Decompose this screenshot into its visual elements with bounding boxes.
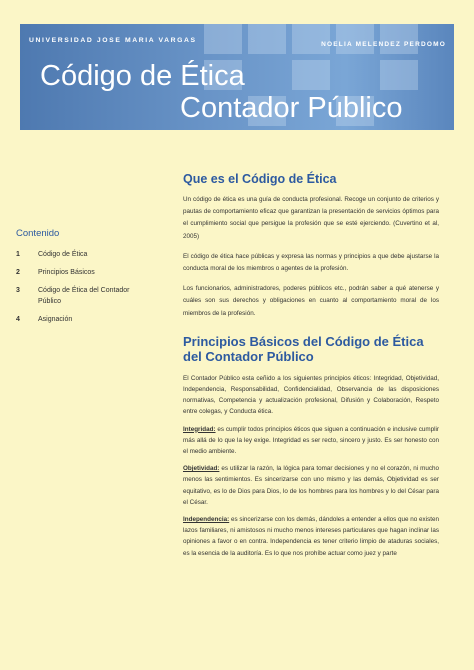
toc-item[interactable]: [16, 267, 136, 278]
section-heading: Que es el Código de Ética: [183, 172, 337, 186]
header-banner: [20, 24, 454, 130]
toc-number: 2: [16, 269, 20, 276]
paragraph: Los funcionarios, administradores, poderes públicos etc., podrán saber a qué atenerse y cuáles son sus derechos y obligaciones en cuanto al comportamiento moral de los miembros de la profesión.: [183, 285, 439, 317]
table-of-contents: [16, 228, 136, 332]
toc-label: Asignación: [38, 316, 73, 323]
principle-objetividad: [183, 463, 439, 508]
document-title-line2: Contador Público: [180, 92, 403, 124]
toc-item[interactable]: [16, 249, 136, 260]
document-title-line1: Código de Ética: [40, 60, 245, 92]
principle-independencia: [183, 514, 439, 559]
principle-term: Integridad:: [183, 425, 216, 433]
toc-number: 4: [16, 316, 20, 323]
principle-integridad: [183, 424, 439, 458]
toc-number: 3: [16, 287, 20, 294]
principle-text: es sincerizarse con los demás, dándoles a entender a ellos que no existen lazos familiares, ni amistosos ni mucho menos intereses particulares que hagan inclinar las opiniones a favor o en contra. Independencia es tener criterio limpio de ataduras sociales, es la esencia de la auditoría. Es lo que nos prohíbe actuar como juez y parte: [183, 516, 439, 557]
principle-term: Independencia:: [183, 516, 230, 524]
author-name: NOELIA MELENDEZ PERDOMO: [321, 41, 446, 48]
principle-term: Objetividad:: [183, 465, 220, 473]
paragraph: El Contador Público esta ceñido a los siguientes principios éticos: Integridad, Objetividad, Independencia, Responsabilidad, Confidencialidad, Observancia de las disposiciones normativas, Competencia y actualización profesional, Difusión y Colaboración, Respeto entre colegas, y Conducta ética.: [183, 374, 439, 416]
principle-text: es cumplir todos principios éticos que siguen a continuación e inclusive cumplir más allá de lo que la ley exige. Integridad es ser recto, sincero y justo. Es ser honesto con el medio ambiente.: [183, 425, 439, 456]
toc-label: Código de Ética: [38, 251, 88, 258]
toc-label: Código de Ética del Contador Público: [38, 287, 130, 305]
university-name: UNIVERSIDAD JOSE MARIA VARGAS: [29, 37, 197, 44]
section-heading: Principios Básicos del Código de Ética del Contador Público: [183, 333, 424, 364]
toc-number: 1: [16, 251, 20, 258]
toc-item[interactable]: [16, 314, 136, 325]
toc-title: Contenido: [16, 228, 60, 239]
paragraph: Un código de ética es una guía de conducta profesional. Recoge un conjunto de criterios y pautas de comportamiento eficaz que garantizan la presentación de servicios óptimos para el cumplimiento social que persigue la profesión que se esté ejerciendo. (Cuvertino et al, 2005): [183, 196, 439, 240]
main-content: [183, 172, 439, 565]
toc-label: Principios Básicos: [38, 269, 95, 276]
paragraph: El código de ética hace públicas y expresa las normas y principios a que debe ajustarse la conducta moral de los miembros o agentes de la profesión.: [183, 252, 439, 273]
principle-text: es utilizar la razón, la lógica para tomar decisiones y no el corazón, ni mucho menos las sentimientos. Es sincerizarse con uno mismo y las demás, Objetividad es ser equitativo, es lo de Dios para Dios, lo de los hombres para los hombres y lo del César para el César.: [183, 465, 439, 506]
toc-item[interactable]: [16, 285, 136, 307]
